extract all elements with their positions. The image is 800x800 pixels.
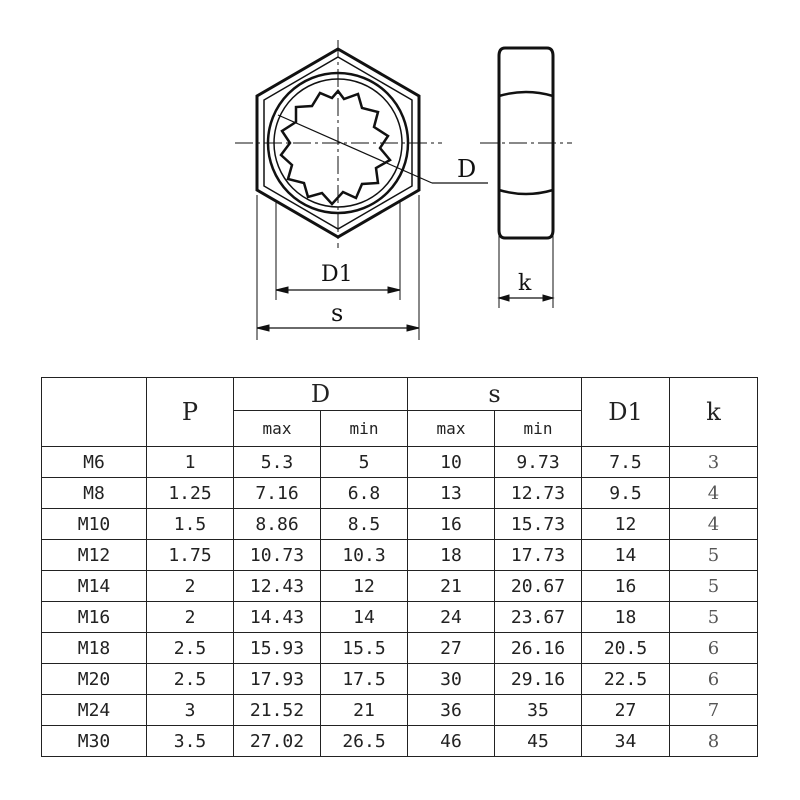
cell-size: M18 bbox=[42, 633, 147, 664]
cell-k: 3 bbox=[670, 447, 758, 478]
cell-s-min: 26.16 bbox=[495, 633, 582, 664]
cell-D-min: 15.5 bbox=[321, 633, 408, 664]
cell-D1: 7.5 bbox=[582, 447, 670, 478]
cell-k: 6 bbox=[670, 664, 758, 695]
cell-size: M20 bbox=[42, 664, 147, 695]
cell-D1: 18 bbox=[582, 602, 670, 633]
cell-D-min: 21 bbox=[321, 695, 408, 726]
serrated-bore bbox=[281, 91, 390, 204]
cell-s-max: 27 bbox=[408, 633, 495, 664]
cell-s-min: 23.67 bbox=[495, 602, 582, 633]
cell-D-max: 12.43 bbox=[234, 571, 321, 602]
cell-P: 3.5 bbox=[147, 726, 234, 757]
table-row bbox=[42, 571, 758, 602]
cell-s-min: 45 bbox=[495, 726, 582, 757]
cell-k: 5 bbox=[670, 571, 758, 602]
cell-D1: 16 bbox=[582, 571, 670, 602]
header-s: s bbox=[408, 378, 582, 411]
cell-s-max: 36 bbox=[408, 695, 495, 726]
cell-s-max: 46 bbox=[408, 726, 495, 757]
hex-nut-side-view bbox=[480, 48, 572, 308]
cell-size: M8 bbox=[42, 478, 147, 509]
table-row bbox=[42, 664, 758, 695]
cell-s-min: 35 bbox=[495, 695, 582, 726]
s-arrow-right bbox=[407, 325, 419, 331]
cell-P: 1.75 bbox=[147, 540, 234, 571]
cell-size: M16 bbox=[42, 602, 147, 633]
cell-k: 4 bbox=[670, 509, 758, 540]
label-k: k bbox=[518, 271, 532, 296]
cell-D-max: 8.86 bbox=[234, 509, 321, 540]
cell-D-min: 14 bbox=[321, 602, 408, 633]
cell-s-max: 10 bbox=[408, 447, 495, 478]
cell-s-min: 20.67 bbox=[495, 571, 582, 602]
side-face-top bbox=[499, 92, 553, 96]
cell-D-max: 14.43 bbox=[234, 602, 321, 633]
cell-size: M30 bbox=[42, 726, 147, 757]
specification-table bbox=[41, 377, 758, 757]
cell-D-max: 10.73 bbox=[234, 540, 321, 571]
table-row bbox=[42, 478, 758, 509]
cell-D-min: 8.5 bbox=[321, 509, 408, 540]
cell-D-min: 6.8 bbox=[321, 478, 408, 509]
cell-D-max: 7.16 bbox=[234, 478, 321, 509]
cell-k: 6 bbox=[670, 633, 758, 664]
s-arrow-left bbox=[257, 325, 269, 331]
cell-D1: 20.5 bbox=[582, 633, 670, 664]
cell-s-min: 29.16 bbox=[495, 664, 582, 695]
cell-P: 1 bbox=[147, 447, 234, 478]
cell-D-max: 27.02 bbox=[234, 726, 321, 757]
cell-s-max: 18 bbox=[408, 540, 495, 571]
cell-size: M12 bbox=[42, 540, 147, 571]
cell-k: 4 bbox=[670, 478, 758, 509]
header-D-max: max bbox=[234, 411, 321, 447]
cell-s-max: 16 bbox=[408, 509, 495, 540]
table-row bbox=[42, 447, 758, 478]
label-D1: D1 bbox=[321, 262, 353, 287]
cell-P: 1.5 bbox=[147, 509, 234, 540]
cell-P: 3 bbox=[147, 695, 234, 726]
table-row bbox=[42, 602, 758, 633]
cell-D1: 34 bbox=[582, 726, 670, 757]
table-row bbox=[42, 540, 758, 571]
cell-D-min: 26.5 bbox=[321, 726, 408, 757]
cell-D-max: 15.93 bbox=[234, 633, 321, 664]
cell-P: 1.25 bbox=[147, 478, 234, 509]
label-D: D bbox=[457, 155, 477, 183]
cell-s-min: 12.73 bbox=[495, 478, 582, 509]
cell-size: M14 bbox=[42, 571, 147, 602]
header-s-max: max bbox=[408, 411, 495, 447]
cell-size: M10 bbox=[42, 509, 147, 540]
header-k: k bbox=[670, 378, 758, 447]
D1-arrow-right bbox=[388, 287, 400, 293]
header-D: D bbox=[234, 378, 408, 411]
cell-D-min: 10.3 bbox=[321, 540, 408, 571]
header-P: P bbox=[147, 378, 234, 447]
k-arrow-right bbox=[543, 295, 553, 301]
cell-D1: 14 bbox=[582, 540, 670, 571]
header-D1: D1 bbox=[582, 378, 670, 447]
cell-D1: 12 bbox=[582, 509, 670, 540]
cell-size: M6 bbox=[42, 447, 147, 478]
cell-k: 5 bbox=[670, 602, 758, 633]
cell-s-max: 13 bbox=[408, 478, 495, 509]
cell-D-min: 17.5 bbox=[321, 664, 408, 695]
header-s-min: min bbox=[495, 411, 582, 447]
cell-s-min: 17.73 bbox=[495, 540, 582, 571]
hex-nut-front-view bbox=[235, 40, 488, 340]
cell-size: M24 bbox=[42, 695, 147, 726]
cell-k: 5 bbox=[670, 540, 758, 571]
cell-D-max: 17.93 bbox=[234, 664, 321, 695]
table-row bbox=[42, 726, 758, 757]
cell-P: 2 bbox=[147, 602, 234, 633]
cell-P: 2.5 bbox=[147, 633, 234, 664]
header-D-min: min bbox=[321, 411, 408, 447]
cell-D1: 27 bbox=[582, 695, 670, 726]
header-size-blank bbox=[42, 378, 147, 447]
table-row bbox=[42, 633, 758, 664]
cell-s-max: 21 bbox=[408, 571, 495, 602]
technical-drawing bbox=[0, 0, 800, 360]
table-row bbox=[42, 509, 758, 540]
cell-D-min: 12 bbox=[321, 571, 408, 602]
label-s: s bbox=[331, 299, 344, 327]
cell-s-max: 24 bbox=[408, 602, 495, 633]
side-face-bottom bbox=[499, 190, 553, 194]
cell-D1: 9.5 bbox=[582, 478, 670, 509]
k-arrow-left bbox=[499, 295, 509, 301]
cell-s-max: 30 bbox=[408, 664, 495, 695]
cell-s-min: 9.73 bbox=[495, 447, 582, 478]
cell-k: 7 bbox=[670, 695, 758, 726]
table-row bbox=[42, 695, 758, 726]
cell-D-min: 5 bbox=[321, 447, 408, 478]
D1-arrow-left bbox=[276, 287, 288, 293]
cell-D-max: 5.3 bbox=[234, 447, 321, 478]
cell-D-max: 21.52 bbox=[234, 695, 321, 726]
cell-k: 8 bbox=[670, 726, 758, 757]
cell-P: 2.5 bbox=[147, 664, 234, 695]
cell-P: 2 bbox=[147, 571, 234, 602]
cell-s-min: 15.73 bbox=[495, 509, 582, 540]
cell-D1: 22.5 bbox=[582, 664, 670, 695]
